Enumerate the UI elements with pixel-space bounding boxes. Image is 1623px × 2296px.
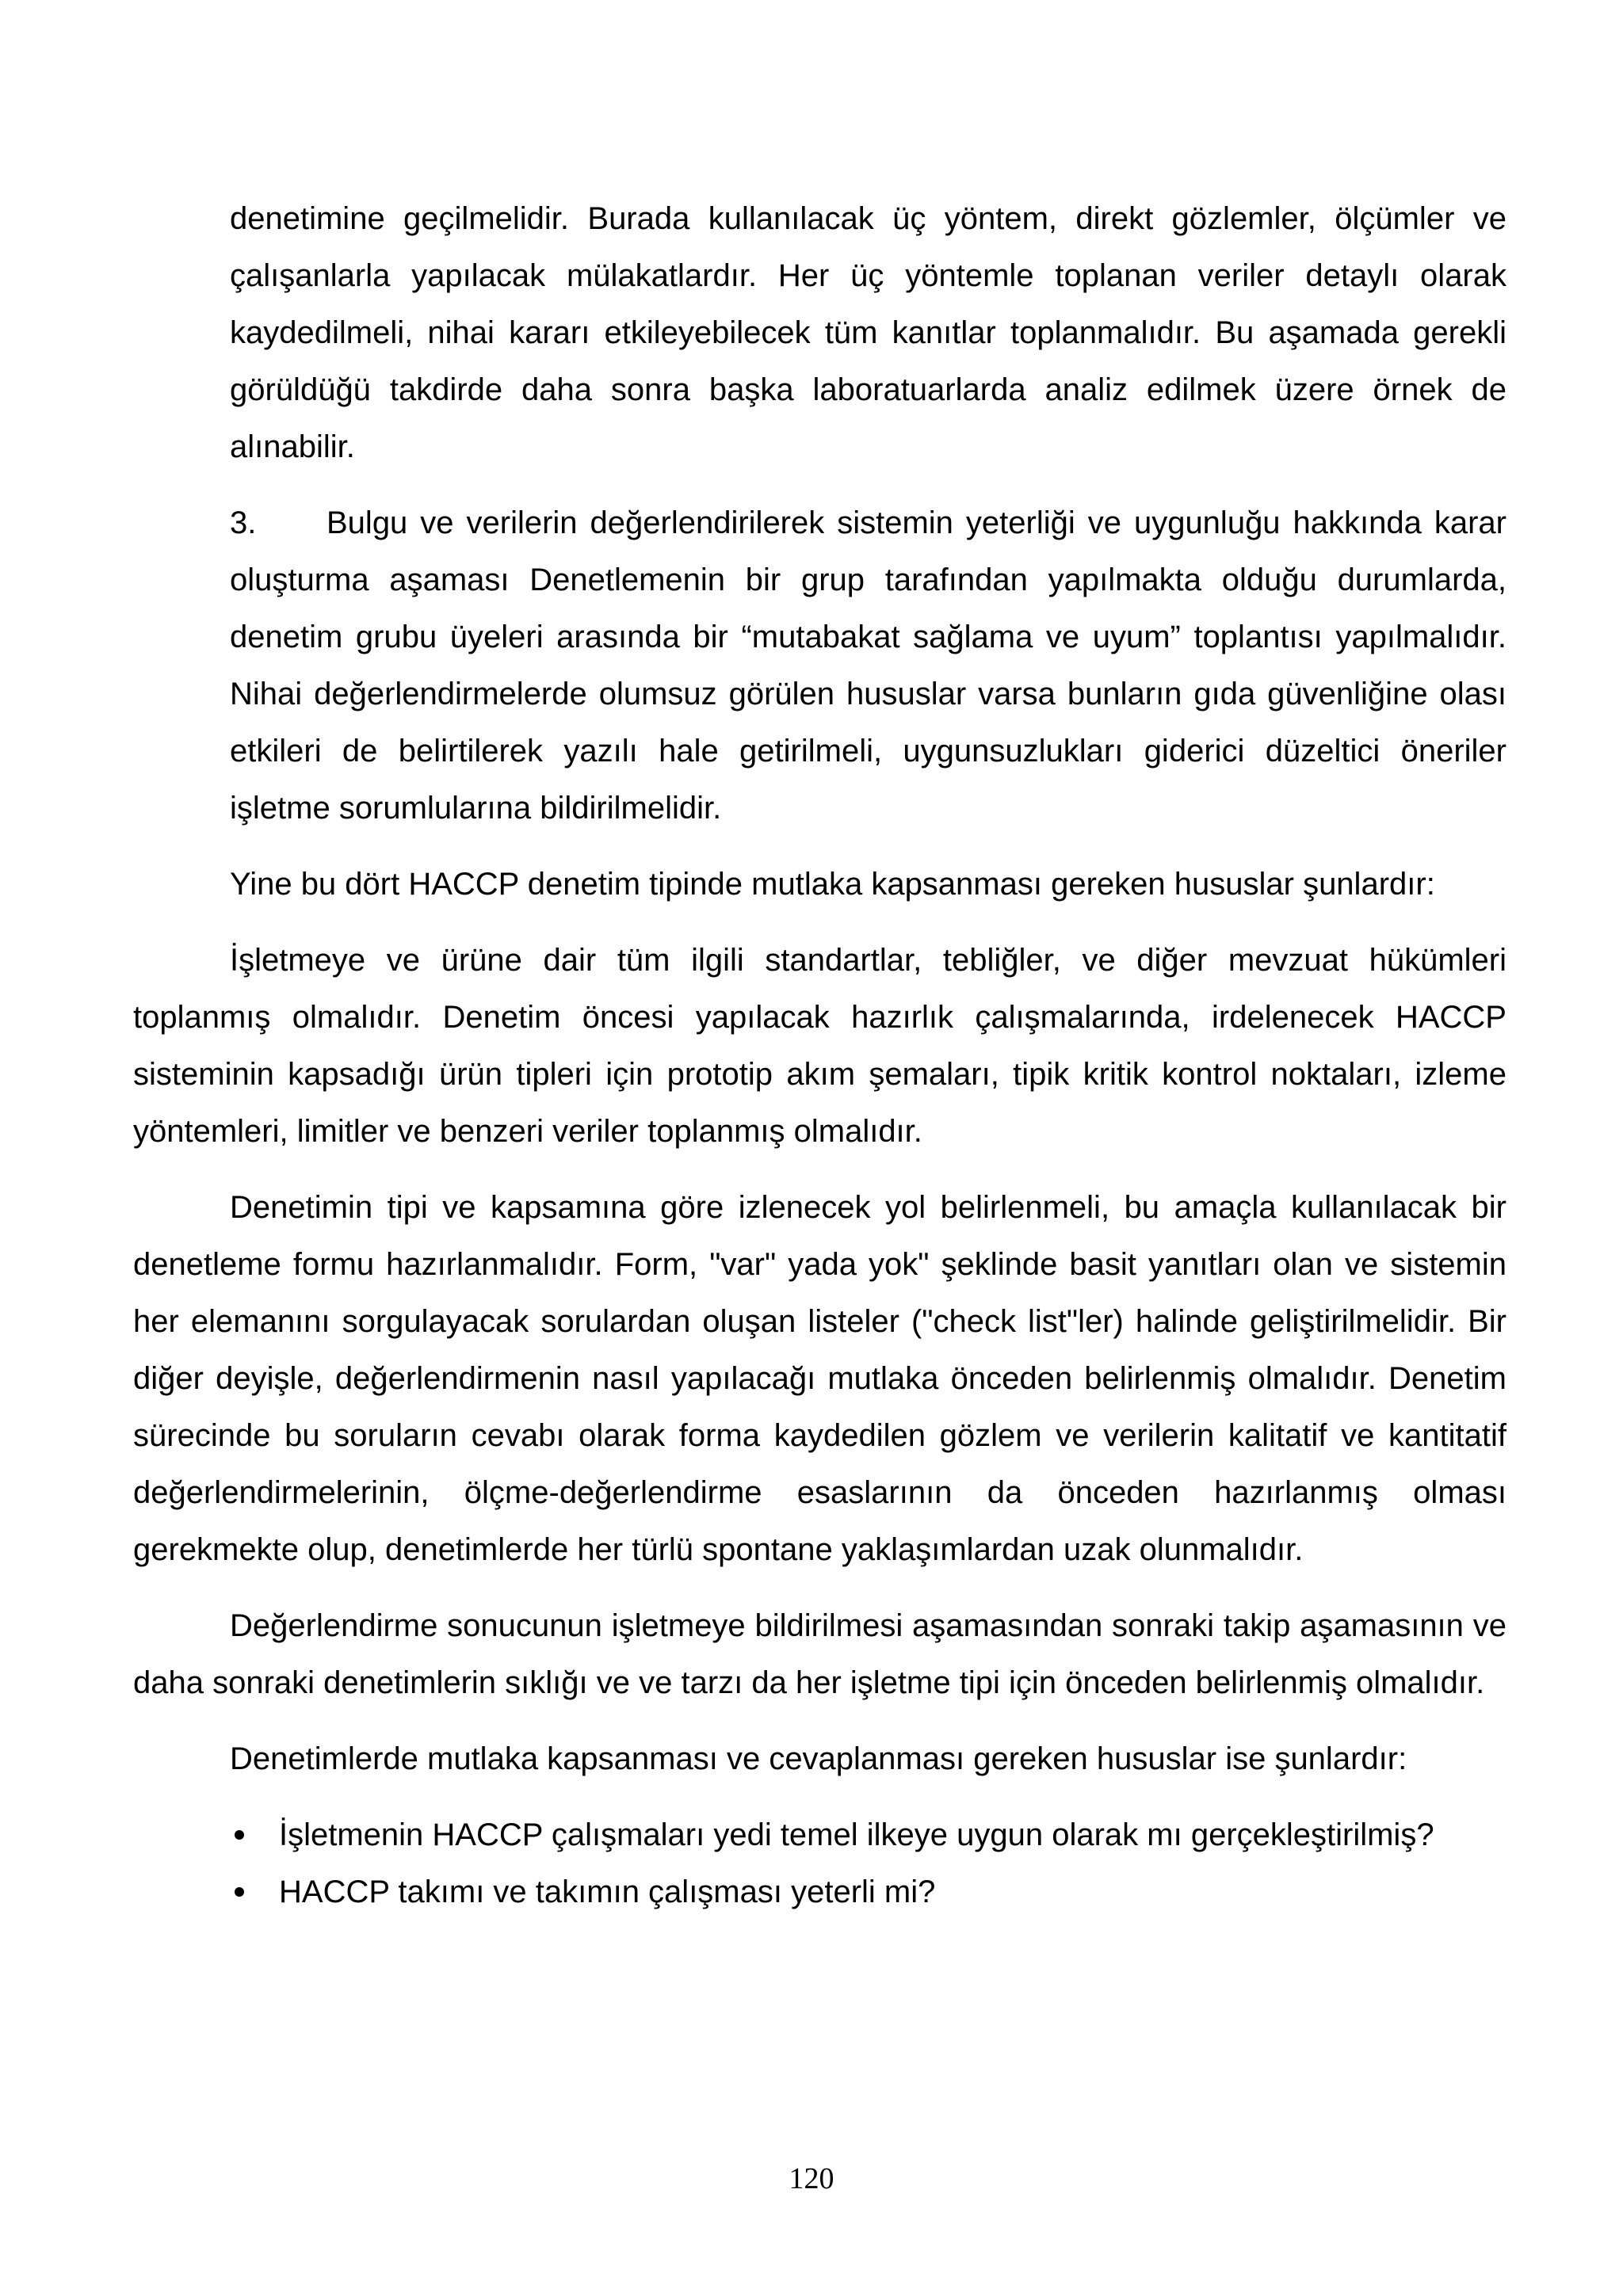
list-item — [230, 1863, 1507, 1920]
paragraph-audit-form: Denetimin tipi ve kapsamına göre izlenecek yol belirlenmeli, bu amaçla kullanılacak bir denetleme formu hazırlanmalıdır. Form, "var" yada yok" şeklinde basit yanıtları olan ve sistemin her elemanını sorgulayacak sorulardan oluşan listeler ("check list"ler) halinde geliştirilmelidir. Bir diğer deyişle, değerlendirmenin nasıl yapılacağı mutlaka önceden belirlenmiş olmalıdır. Denetim sürecinde bu soruların cevabı olarak forma kaydedilen gözlem ve verilerin kalitatif ve kantitatif değerlendirmelerinin, ölçme-değerlendirme esaslarının da önceden hazırlanmış olması gerekmekte olup, denetimlerde her türlü spontane yaklaşımlardan uzak olunmalıdır. — [133, 1190, 1507, 1567]
paragraph-follow-up: Değerlendirme sonucunun işletmeye bildirilmesi aşamasından sonraki takip aşamasının ve daha sonraki denetimlerin sıklığı ve ve tarzı da her işletme tipi için önceden belirlenmiş olmalıdır. — [133, 1608, 1507, 1700]
page-number: 120 — [789, 2162, 834, 2195]
paragraph-questions-intro: Denetimlerde mutlaka kapsanması ve cevaplanması gereken hususlar ise şunlardır: — [230, 1741, 1407, 1776]
numbered-paragraph-text: Bulgu ve verilerin değerlendirilerek sistemin yeterliği ve uygunluğu hakkında karar oluşturma aşaması Denetlemenin bir grup tarafından yapılmakta olduğu durumlarda, denetim grubu üyeleri arasında bir “mutabakat sağlama ve uyum” toplantısı yapılmalıdır. Nihai değerlendirmelerde olumsuz görülen hususlar varsa bunların gıda güvenliğine olası etkileri de belirtilerek yazılı hale getirilmeli, uygunsuzlukları giderici düzeltici öneriler işletme sorumlularına bildirilmelidir. — [230, 505, 1507, 826]
list-item-text: İşletmenin HACCP çalışmaları yedi temel ilkeye uygun olarak mı gerçekleştirilmiş? — [279, 1817, 1434, 1852]
question-list — [133, 1806, 1507, 1920]
bullet-icon — [230, 1863, 279, 1920]
list-item-text: HACCP takımı ve takımın çalışması yeterli mi? — [279, 1875, 936, 1909]
document-body — [133, 190, 1507, 1920]
bullet-icon — [230, 1806, 279, 1863]
paragraph-continuation: denetimine geçilmelidir. Burada kullanılacak üç yöntem, direkt gözlemler, ölçümler ve çalışanlarla yapılacak mülakatlardır. Her üç yöntemle toplanan veriler detaylı olarak kaydedilmeli, nihai kararı etkileyebilecek tüm kanıtlar toplanmalıdır. Bu aşamada gerekli görüldüğü takdirde daha sonra başka laboratuarlarda analiz edilmek üzere örnek de alınabilir. — [230, 201, 1507, 464]
numbered-paragraph — [230, 494, 1507, 837]
paragraph-intro: Yine bu dört HACCP denetim tipinde mutlaka kapsanması gereken hususlar şunlardır: — [230, 867, 1435, 902]
list-item — [230, 1806, 1507, 1863]
paragraph-number: 3. — [230, 505, 257, 540]
paragraph-standards: İşletmeye ve ürüne dair tüm ilgili standartlar, tebliğler, ve diğer mevzuat hükümleri toplanmış olmalıdır. Denetim öncesi yapılacak hazırlık çalışmalarında, irdelenecek HACCP sisteminin kapsadığı ürün tipleri için prototip akım şemaları, tipik kritik kontrol noktaları, izleme yöntemleri, limitler ve benzeri veriler toplanmış olmalıdır. — [133, 943, 1507, 1149]
